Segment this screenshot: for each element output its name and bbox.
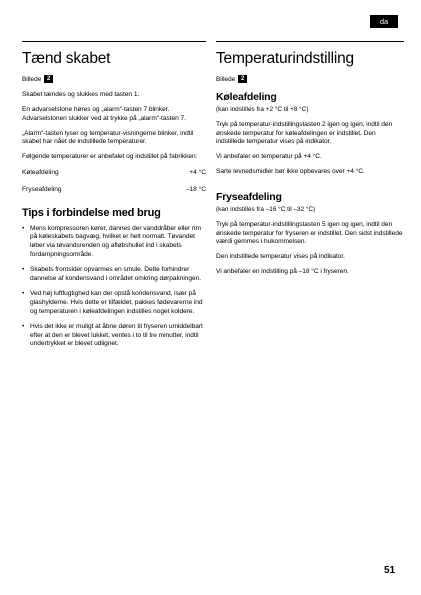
bullet-icon: •: [22, 224, 25, 232]
temperature-setting-title: Temperaturindstilling: [216, 50, 354, 67]
list-item: [22, 225, 206, 259]
tip-text: Skabets frontsider opvarmes en smule. Dette forhindrer dannelse af kondensvand i området omkring dørpakningen.: [30, 266, 201, 282]
bullet-icon: •: [22, 323, 25, 331]
page-number: 51: [384, 565, 396, 576]
temperature-row-freezer: [22, 186, 206, 195]
figure-reference: [216, 75, 404, 83]
temperature-label: Køleafdeling: [22, 168, 59, 176]
list-item: [22, 290, 206, 316]
figure-number-box: 2: [44, 75, 53, 83]
paragraph: Skabet tændes og slukkes med tasten 1.: [22, 91, 140, 98]
paragraph: En advarselstone høres og „alarm“-tasten 7 blinker. Advarselstonen slukker ved at trykke på „alarm“-tasten 7.: [22, 106, 186, 122]
temperature-row-fridge: [22, 169, 206, 178]
switch-on-title: Tænd skabet: [22, 50, 111, 67]
figure-reference: [22, 75, 206, 83]
temperature-label: Fryseafdeling: [22, 186, 62, 194]
tips-title: Tips i forbindelse med brug: [22, 206, 161, 219]
language-badge: da: [370, 15, 398, 28]
freezer-title: Fryseafdeling: [216, 190, 282, 203]
tip-text: Hvis det ikke er muligt at åbne døren til fryseren umiddelbart efter at den er blevet lukket, ventes i to til tre minutter, indtil undertrykket er blevet udlignet.: [30, 323, 203, 348]
figure-label: Billede: [22, 75, 42, 83]
temperature-value: –18 °C: [185, 186, 206, 194]
paragraph: Tryk på temperatur-indstillingstasten 2 igen og igen, indtil den ønskede temperatur for køleafdelingen er indstillet. Den indstillede temperatur vises på indikator.: [216, 121, 393, 146]
freezer-range: (kan indstilles fra –16 °C til –32 °C): [216, 205, 316, 213]
fridge-range: (kan indstilles fra +2 °C til +8 °C): [216, 106, 309, 113]
tip-text: Ved høj luftfugtighed kan der opstå kondensvand, især på glashylderne. Hvis dette er tilfældet, pakkes fødevarerne ind og temperaturen i køleafdelingen indstilles noget koldere.: [30, 290, 203, 315]
tip-text: Mens kompressoren kører, dannes der vanddråber eller rim på køleskabets bagvæg, hvilket er helt normalt. Tøvandet løber via tøvandsrenden og afløbshullet ind i skabets fordampningsområde.: [30, 224, 201, 258]
paragraph: Tryk på temperatur-indstillingstasten 5 igen og igen, indtil den ønskede temperatur for fryseren er indstillet. Den sidst indstillede værdi gemmes i hukommelsen.: [216, 220, 403, 246]
section-rule: [216, 41, 404, 42]
paragraph: „Alarm“-tasten lyser og temperatur-visningerne blinker, indtil skabet har nået de indstillede temperaturer.: [22, 129, 194, 146]
section-rule: [22, 41, 206, 42]
fridge-title: Køleafdeling: [216, 91, 277, 103]
paragraph: Sarte levnedsmidler bør ikke opbevares over +4 °C.: [216, 168, 365, 176]
bullet-icon: •: [22, 290, 25, 298]
temperature-value: +4 °C: [189, 168, 206, 176]
bullet-icon: •: [22, 266, 25, 274]
list-item: [22, 266, 206, 283]
figure-number-box: 2: [238, 75, 247, 83]
left-column: [22, 41, 206, 356]
paragraph: Vi anbefaler en temperatur på +4 °C.: [216, 153, 322, 161]
figure-label: Billede: [216, 75, 236, 83]
right-column: [216, 41, 404, 283]
tips-list: [22, 225, 206, 349]
paragraph: Vi anbefaler en indstilling på –18 °C i fryseren.: [216, 268, 349, 276]
paragraph: Den indstillede temperatur vises på indikator.: [216, 253, 345, 261]
paragraph: Følgende temperaturer er anbefalet og indstillet på fabrikken:: [22, 153, 198, 161]
list-item: [22, 323, 206, 349]
